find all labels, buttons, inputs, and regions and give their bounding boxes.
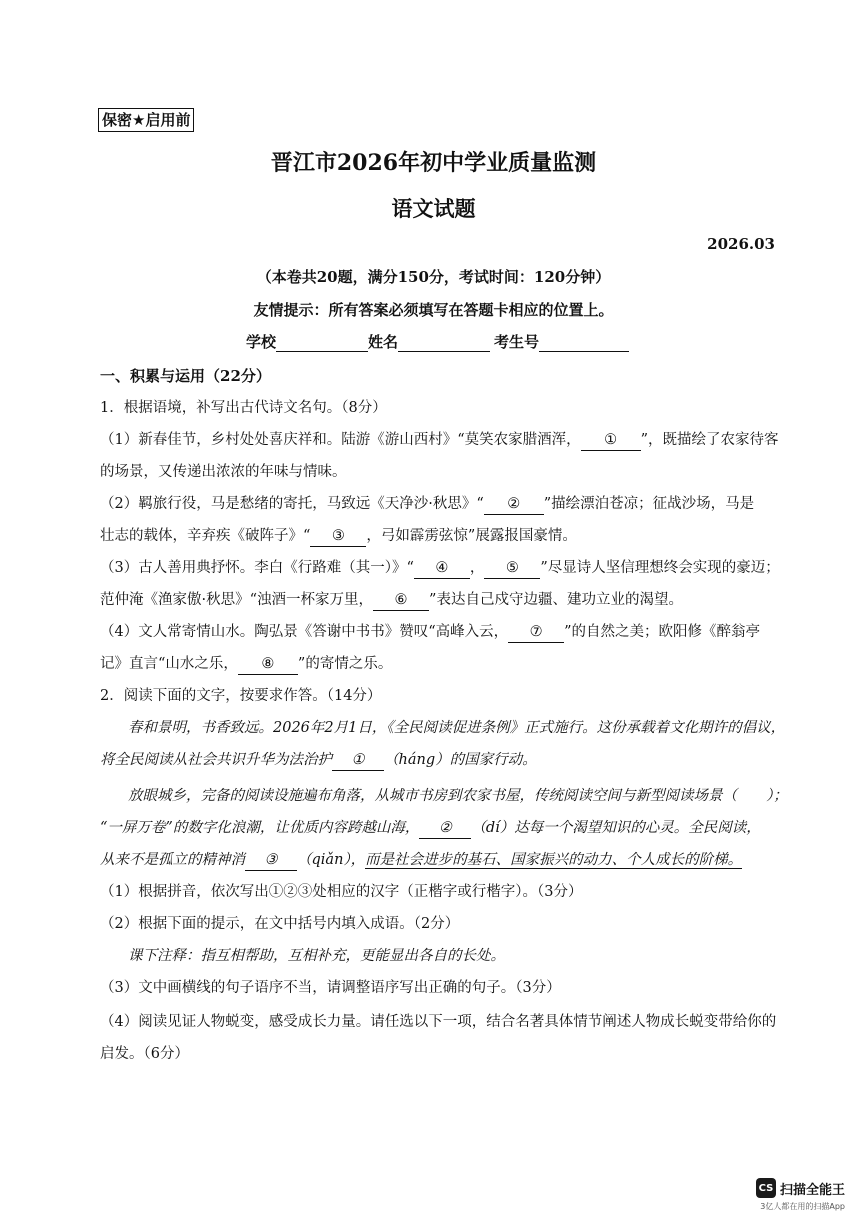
q1-part2-line1: （2）羁旅行役，马是愁绪的寄托，马致远《天净沙·秋思》“ ② ”描绘漂泊苍凉；征战沙场，马是 [100,494,754,515]
blank-4[interactable]: ④ [414,558,470,579]
exam-tip: 友情提示：所有答案必须填写在答题卡相应的位置上。 [253,301,614,319]
confidential-badge: 保密★启用前 [98,108,194,132]
blank-7[interactable]: ⑦ [508,622,564,643]
cs-logo-icon: CS [756,1178,776,1198]
q1-part2-line2: 壮志的载体，辛弃疾《破阵子》“ ③ ，弓如霹雳弦惊”展露报国豪情。 [100,526,577,547]
exam-date: 2026.03 [707,235,775,253]
q2-sub2: （2）根据下面的提示，在文中括号内填入成语。（2分） [100,916,460,932]
q2-sub2-note: 课下注释：指互相帮助，互相补充，更能显出各自的长处。 [128,948,505,964]
watermark-subtext: 3亿人都在用的扫描App [760,1202,845,1211]
name-label: 姓名 [368,333,399,351]
blank-2[interactable]: ② [484,494,544,515]
passage-para2-line3: 从来不是孤立的精神消 ③ （qiǎn），而是社会进步的基石、国家振兴的动力、个人成长的阶梯。 [100,850,742,871]
school-field[interactable] [276,333,368,352]
q1-part4-line1: （4）文人常寄情山水。陶弘景《答谢中书书》赞叹“高峰入云， ⑦ ”的自然之美；欧阳修《醉翁亭 [100,622,760,643]
student-fields [246,331,629,352]
name-field[interactable] [398,333,490,352]
scanner-watermark [756,1178,845,1198]
pinyin-blank-3[interactable]: ③ [245,850,297,871]
pinyin-blank-2[interactable]: ② [419,818,471,839]
q2-sub4-line2: 启发。（6分） [100,1046,189,1062]
passage-para1-line2: 将全民阅读从社会共识升华为法治护 ① （háng）的国家行动。 [100,750,537,771]
q1-part3-line2: 范仲淹《渔家傲·秋思》“浊酒一杯家万里， ⑥ ”表达自己戍守边疆、建功立业的渴望。 [100,590,683,611]
q2-sub4-line1: （4）阅读见证人物蜕变，感受成长力量。请任选以下一项，结合名著具体情节阐述人物成长蜕变带给你的 [100,1014,777,1030]
exam-title: 晋江市2026年初中学业质量监测 [270,150,597,176]
exam-info: （本卷共20题，满分150分，考试时间：120分钟） [256,268,611,286]
passage-para2-line2: “一屏万卷”的数字化浪潮，让优质内容跨越山海， ② （dí）达每一个渴望知识的心灵。全民阅读， [100,818,761,839]
section-title: 一、积累与运用（22分） [100,367,271,385]
exam-subtitle: 语文试题 [391,196,476,221]
q1-part1-line1: （1）新春佳节，乡村处处喜庆祥和。陆游《游山西村》“莫笑农家腊酒浑， ① ”，既描绘了农家待客 [100,430,779,451]
blank-8[interactable]: ⑧ [238,654,298,675]
q2-sub3: （3）文中画横线的句子语序不当，请调整语序写出正确的句子。（3分） [100,980,561,996]
q1-stem: 1．根据语境，补写出古代诗文名句。（8分） [100,400,387,416]
underlined-sentence: 而是社会进步的基石、国家振兴的动力、个人成长的阶梯。 [365,852,743,868]
blank-6[interactable]: ⑥ [373,590,429,611]
exam-no-label: 考生号 [494,333,540,351]
exam-no-field[interactable] [539,333,629,352]
q1-part3-line1: （3）古人善用典抒怀。李白《行路难（其一）》“ ④ ， ⑤ ”尽显诗人坚信理想终会实现的豪迈； [100,558,780,579]
blank-1[interactable]: ① [581,430,641,451]
passage-para2-line1: 放眼城乡，完备的阅读设施遍布角落，从城市书房到农家书屋，传统阅读空间与新型阅读场景（ ）； [128,788,788,804]
watermark-text: 扫描全能王 [779,1182,845,1198]
q1-part1-line2: 的场景，又传递出浓浓的年味与情味。 [100,464,347,480]
passage-para1-line1: 春和景明，书香致远。2026年2月1日，《全民阅读促进条例》正式施行。这份承载着文化期许的倡议， [128,720,786,736]
blank-5[interactable]: ⑤ [484,558,540,579]
q2-stem: 2．阅读下面的文字，按要求作答。（14分） [100,688,382,704]
q1-part4-line2: 记》直言“山水之乐， ⑧ ”的寄情之乐。 [100,654,392,675]
blank-3[interactable]: ③ [310,526,366,547]
q2-sub1: （1）根据拼音，依次写出①②③处相应的汉字（正楷字或行楷字）。（3分） [100,884,583,900]
school-label: 学校 [246,333,277,351]
pinyin-blank-1[interactable]: ① [332,750,384,771]
